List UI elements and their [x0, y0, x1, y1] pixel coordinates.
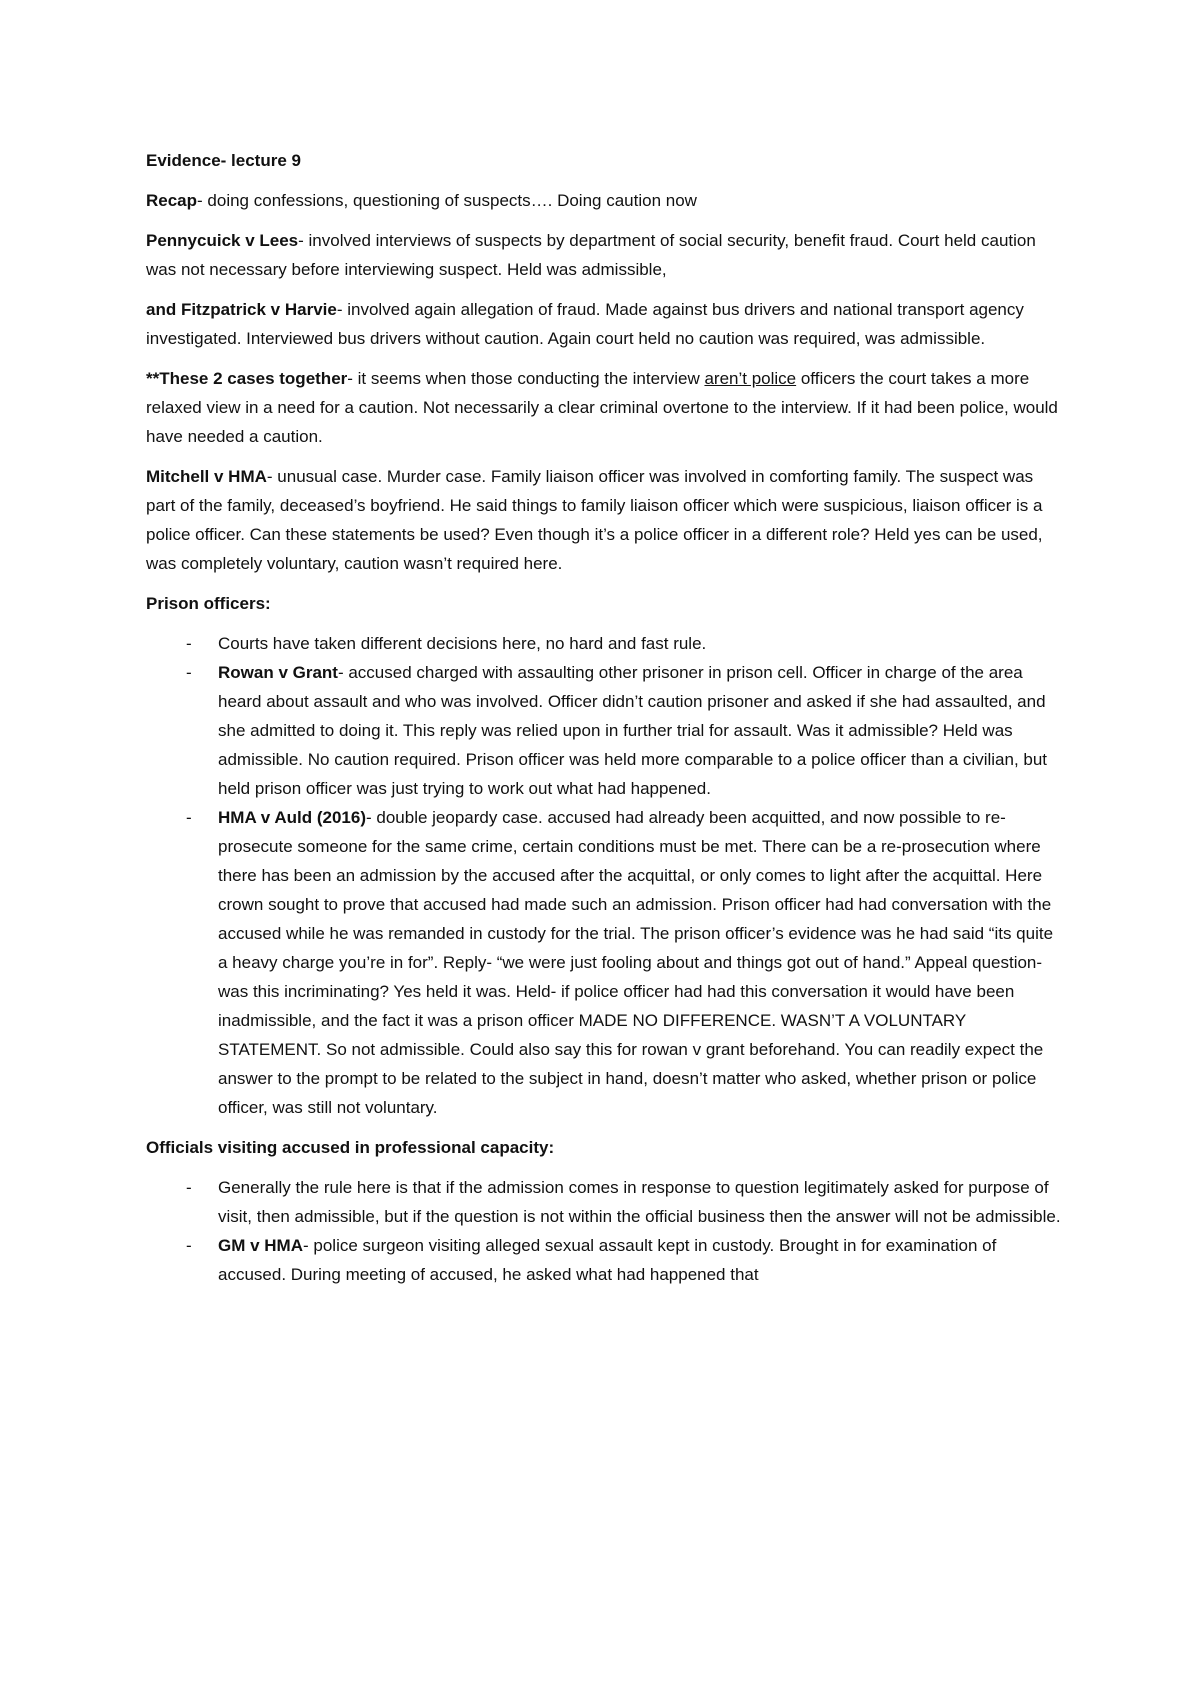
prison-officers-list — [146, 629, 1066, 1122]
note-label: **These 2 cases together — [146, 369, 348, 388]
document-title: Evidence- lecture 9 — [146, 151, 301, 170]
mitchell-paragraph: Mitchell v HMA- unusual case. Murder case. Family liaison officer was involved in comforting family. The suspect was part of the family, deceased’s boyfriend. He said things to family liaison officer which were suspicious, liaison officer is a police officer. Can these statements be used? Even though it’s a police officer in a different role? Held yes can be used, was completely voluntary, caution wasn’t required here. — [146, 467, 1043, 573]
recap-paragraph: Recap- doing confessions, questioning of suspects…. Doing caution now — [146, 191, 697, 210]
pennycuick-paragraph: Pennycuick v Lees- involved interviews of suspects by department of social security, benefit fraud. Court held caution was not necessary before interviewing suspect. Held was admissible, — [146, 231, 1036, 279]
officials-list — [146, 1173, 1066, 1289]
list-item: - Courts have taken different decisions here, no hard and fast rule. — [146, 629, 1066, 658]
list-item: - Rowan v Grant- accused charged with assaulting other prisoner in prison cell. Officer in charge of the area heard about assault and who was involved. Officer didn’t caution prisoner and asked if she had assaulted, and she admitted to doing it. This reply was relied upon in further trial for assault. Was it admissible? Held was admissible. No caution required. Prison officer was held more comparable to a police officer than a civilian, but held prison officer was just trying to work out what had happened. — [146, 658, 1066, 803]
list-item: - HMA v Auld (2016)- double jeopardy case. accused had already been acquitted, and now possible to re-prosecute someone for the same crime, certain conditions must be met. There can be a re-prosecution where there has been an admission by the accused after the acquittal, or only comes to light after the acquittal. Here crown sought to prove that accused had made such an admission. Prison officer had had conversation with the accused while he was remanded in custody for the trial. The prison officer’s evidence was he had said “its quite a heavy charge you’re in for”. Reply- “we were just fooling about and things got out of hand.” Appeal question- was this incriminating? Yes held it was. Held- if police officer had had this conversation it would have been inadmissible, and the fact it was a prison officer MADE NO DIFFERENCE. WASN’T A VOLUNTARY STATEMENT. So not admissible. Could also say this for rowan v grant beforehand. You can readily expect the answer to the prompt to be related to the subject in hand, doesn’t matter who asked, whether prison or police officer, was still not voluntary. — [146, 803, 1066, 1122]
case-name: Mitchell v HMA — [146, 467, 267, 486]
list-item: - GM v HMA- police surgeon visiting alleged sexual assault kept in custody. Brought in for examination of accused. During meeting of accused, he asked what had happened that — [146, 1231, 1066, 1289]
case-name: GM v HMA — [218, 1236, 303, 1255]
document-page — [146, 146, 1066, 1300]
prison-officers-heading: Prison officers: — [146, 594, 271, 613]
fitzpatrick-paragraph: and Fitzpatrick v Harvie- involved again allegation of fraud. Made against bus drivers and national transport agency investigated. Interviewed bus drivers without caution. Again court held no caution was required, was admissible. — [146, 300, 1024, 348]
case-name: HMA v Auld (2016) — [218, 808, 366, 827]
officials-heading: Officials visiting accused in professional capacity: — [146, 1138, 555, 1157]
recap-label: Recap — [146, 191, 198, 210]
case-name: Rowan v Grant — [218, 663, 338, 682]
list-item: - Generally the rule here is that if the admission comes in response to question legitimately asked for purpose of visit, then admissible, but if the question is not within the official business then the answer will not be admissible. — [146, 1173, 1066, 1231]
underlined-text: aren’t police — [704, 369, 797, 388]
case-name: Pennycuick v Lees — [146, 231, 299, 250]
case-name: and Fitzpatrick v Harvie — [146, 300, 337, 319]
cases-together-paragraph: **These 2 cases together- it seems when those conducting the interview aren’t police officers the court takes a more relaxed view in a need for a caution. Not necessarily a clear criminal overtone to the interview. If it had been police, would have needed a caution. — [146, 369, 1058, 446]
